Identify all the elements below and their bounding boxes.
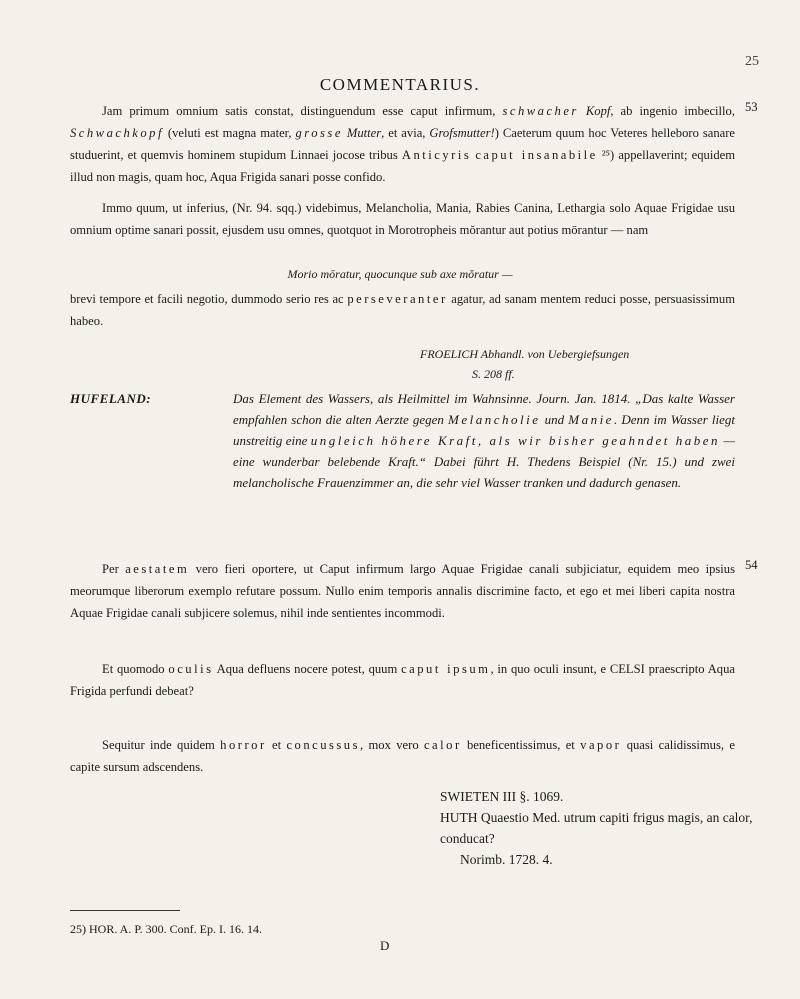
hufeland-text-b: und [540,412,569,427]
p6-text-e: quasi calidissimus, e capite sursum adscendens. [70,738,735,774]
p6-text-b: et [266,738,287,752]
page-number: 25 [745,54,759,69]
norimb-line: Norimb. 1728. 4. [460,852,553,867]
froelich-citation [420,344,750,384]
p2-text: Immo quum, ut inferius, (Nr. 94. sqq.) videbimus, Melancholia, Mania, Rabies Canina, Lethargia solo Aquae Frigidae usu omnium optime sanari possit, ejusdem usu omnes, quotquot in Morotropheis mŏrantur aut potius mōrantur — nam [70,201,735,237]
p5-text-a: Et quomodo [102,662,169,676]
p1-text-a: Jam primum omnium satis constat, distinguendum esse caput infirmum, [102,104,503,118]
margin-number-53: 53 [745,100,758,114]
paragraph-2 [70,197,735,241]
swieten-line: SWIETEN III §. 1069. [440,789,564,804]
huth-line: HUTH Quaestio Med. utrum capiti frigus magis, an calor, conducat? [440,810,753,846]
p6-text-d: beneficentissimus, et [461,738,581,752]
p6-calor: calor [423,738,462,752]
p6-horror: horror [220,738,267,752]
p1-schwacher: schwacher [502,104,579,118]
paragraph-6 [70,734,735,778]
p1-anticyris: Anticyris [401,148,472,162]
p6-text-a: Sequitur inde quidem [102,738,221,752]
hufeland-name: HUFELAND: [70,391,152,406]
p3-text-a: brevi tempore et facili negotio, dummodo serio res ac [70,292,348,306]
hufeland-text-c: . Denn im Wasser liegt unstreitig eine [233,412,735,448]
p1-caput: caput insanabile [475,148,598,162]
p6-concussus: concussus [286,738,361,752]
p1-schwachkopf: Schwachkopf [70,126,164,140]
p1-text-i: ²⁵) appellaverint; equidem illud non magis, quam hoc, Aqua Frigida sanari posse confido. [70,148,736,184]
p5-oculis: oculis [168,662,214,676]
margin-number-54: 54 [745,558,758,572]
p6-vapor: vapor [580,738,622,752]
p1-kopf: Kopf [585,104,611,118]
p1-text-d: (veluti est magna mater, [163,126,296,140]
p3-perseveranter: perseveranter [347,292,448,306]
paragraph-3 [70,288,735,332]
p1-text-f: , et avia, [381,126,430,140]
running-head: COMMENTARIUS. [319,75,481,94]
signature-mark: D [380,938,390,953]
hufeland-quote [70,388,735,493]
p5-text-c: , in quo oculi insunt, e CELSI praescripto Aqua Frigida perfundi debeat? [70,662,735,698]
p1-grosse: grosse [295,126,343,140]
paragraph-5 [70,658,735,702]
p5-caput: caput ipsum [401,662,491,676]
p3-text-b: agatur, ad sanam mentem reduci posse, persuasissimum habeo. [70,292,735,328]
p5-text-b: Aqua defluens nocere potest, quum [213,662,402,676]
hufeland-text-a: Das Element des Wassers, als Heilmittel im Wahnsinne. Journ. Jan. 1814. „Das kalte Wasser empfahlen schon die alten Aerzte gegen [233,391,735,427]
p4-aestatem: aestatem [125,562,190,576]
froelich-line-1: FROELICH Abhandl. von Uebergiefsungen [420,347,630,361]
p6-text-c: , mox vero [360,738,424,752]
p1-grossmutter: Grofsmutter! [429,126,495,140]
froelich-line-2: S. 208 ff. [472,367,515,381]
hufeland-ungleich: ungleich höhere Kraft, als wir bisher geahndet haben [310,433,721,448]
footnote: 25) HOR. A. P. 300. Conf. Ep. I. 16. 14. [70,922,263,936]
p1-text-b [579,104,586,118]
verse-line: Morio mōratur, quocunque sub axe mŏratur — [287,267,513,281]
p1-mutter: Mutter [346,126,382,140]
p1-text-g: ) Caeterum quum hoc Veteres helleboro sanare studuerint, et quemvis hominem stupidum Linnaei jocose tribus [70,126,736,162]
hufeland-text-d: — eine wunderbar belebende Kraft.“ Dabei führt H. Thedens Beispiel (Nr. 15.) und zwei melancholische Frauenzimmer an, die sehr viel Wasser tranken und dadurch genasen. [233,433,735,490]
footnote-rule [70,910,180,911]
hufeland-manie: Manie [568,412,614,427]
paragraph-4 [70,558,735,624]
hufeland-melancholie: Melancholie [448,412,541,427]
p4-text-b: vero fieri oportere, ut Caput infirmum largo Aquae Frigidae canali subjiciatur, equidem meo ipsius meorumque liberorum exemplo refutare possum. Nullo enim temporis annalis discrimine facto, et ego et mei liberi capita nostra Aquae Frigidae canali subjicere solemus, nihil inde sentientes incommodi. [70,562,735,620]
references-block [440,786,760,870]
p4-text-a: Per [102,562,126,576]
p1-text-c: , ab ingenio imbecillo, [610,104,735,118]
paragraph-1 [70,100,735,188]
